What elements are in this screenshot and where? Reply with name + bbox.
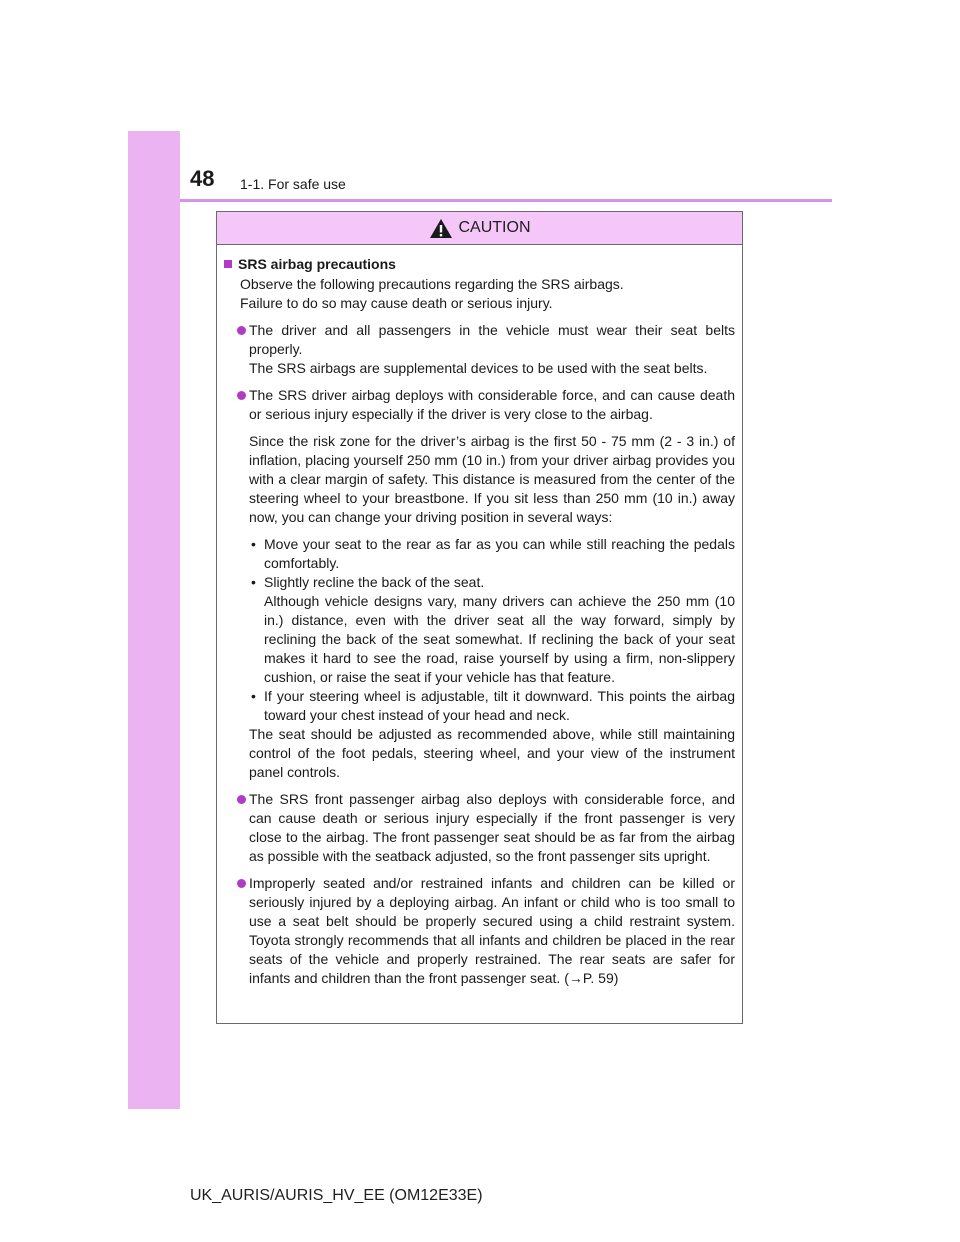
list-item	[224, 874, 735, 988]
warning-triangle-icon	[429, 218, 453, 239]
sub-bullet-mark: •	[251, 688, 256, 704]
square-bullet-icon	[224, 260, 232, 268]
sub-list	[224, 535, 735, 725]
sub-item-text: Slightly recline the back of the seat.	[264, 574, 485, 590]
caution-heading	[224, 255, 735, 274]
intro-line: Observe the following precautions regarding the SRS airbags.	[240, 276, 624, 292]
caution-title: CAUTION	[458, 219, 531, 236]
sub-bullet-mark: •	[251, 536, 256, 552]
header-divider	[180, 199, 832, 202]
sub-item-text: If your steering wheel is adjustable, tilt it downward. This points the airbag toward your chest instead of your head and neck.	[264, 688, 735, 723]
caution-heading-text: SRS airbag precautions	[238, 256, 396, 272]
paragraph-text: The seat should be adjusted as recommended above, while still maintaining control of the foot pedals, steering wheel, and your view of the instrument panel controls.	[249, 726, 735, 780]
intro-line: Failure to do so may cause death or serious injury.	[240, 295, 553, 311]
caution-header	[217, 212, 742, 245]
bullet-text: The SRS front passenger airbag also deploys with considerable force, and can cause death or serious injury especially if the front passenger is very close to the airbag. The front passenger seat should be as far from the airbag as possible with the seatback adjusted, so the front passenger sits upright.	[249, 791, 735, 864]
list-item	[224, 321, 735, 378]
side-chapter-tab	[128, 131, 180, 1109]
paragraph	[224, 432, 735, 527]
list-item	[224, 790, 735, 866]
round-bullet-icon	[237, 326, 246, 335]
bullet-text: Improperly seated and/or restrained infants and children can be killed or seriously injured by a deploying airbag. An infant or child who is too small to use a seat belt should be properly secured using a child restraint system. Toyota strongly recommends that all infants and children be placed in the rear seats of the vehicle and properly restrained. The rear seats are safer for infants and children than the front passenger seat. (→P. 59)	[249, 875, 735, 986]
intro-text	[224, 275, 735, 313]
sub-list-item	[249, 687, 735, 725]
bullet-text: The driver and all passengers in the vehicle must wear their seat belts properly.	[249, 322, 735, 357]
section-title: 1-1. For safe use	[240, 176, 346, 192]
paragraph-text: Since the risk zone for the driver’s airbag is the first 50 - 75 mm (2 - 3 in.) of inflation, placing yourself 250 mm (10 in.) from your driver airbag provides you with a clear margin of safety. This distance is measured from the center of the steering wheel to your breastbone. If you sit less than 250 mm (10 in.) away now, you can change your driving position in several ways:	[249, 433, 735, 525]
round-bullet-icon	[237, 391, 246, 400]
bullet-text: The SRS airbags are supplemental devices to be used with the seat belts.	[249, 360, 708, 376]
paragraph	[224, 725, 735, 782]
caution-body	[217, 245, 742, 988]
document-footer: UK_AURIS/AURIS_HV_EE (OM12E33E)	[190, 1187, 483, 1204]
caution-box	[216, 211, 743, 1024]
sub-bullet-mark: •	[251, 574, 256, 590]
round-bullet-icon	[237, 879, 246, 888]
round-bullet-icon	[237, 795, 246, 804]
list-item	[224, 386, 735, 424]
sub-item-text: Move your seat to the rear as far as you can while still reaching the pedals comfortably.	[264, 536, 735, 571]
page-number: 48	[190, 166, 215, 191]
bullet-text: The SRS driver airbag deploys with considerable force, and can cause death or serious injury especially if the driver is very close to the airbag.	[249, 387, 735, 422]
sub-list-item	[249, 535, 735, 573]
sub-list-item	[249, 573, 735, 592]
sub-item-detail: Although vehicle designs vary, many drivers can achieve the 250 mm (10 in.) distance, even with the driver seat all the way forward, simply by reclining the back of the seat somewhat. If reclining the back of your seat makes it hard to see the road, raise yourself by using a firm, non-slippery cushion, or raise the seat if your vehicle has that feature.	[264, 593, 735, 685]
